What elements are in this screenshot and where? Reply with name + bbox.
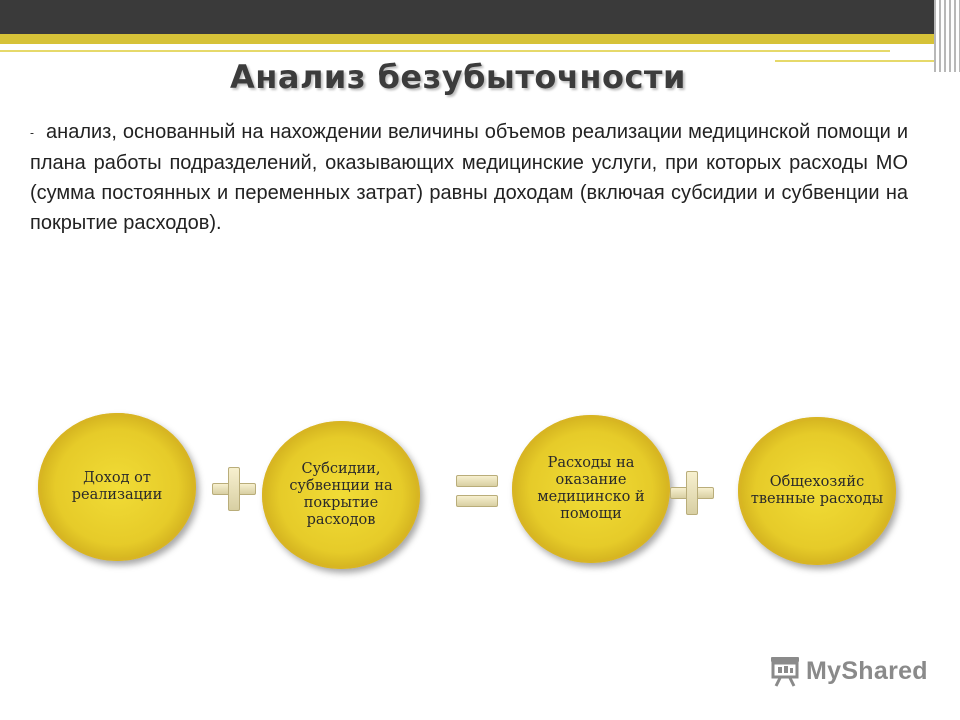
equals-operator	[456, 475, 500, 509]
slide-title: Анализ безубыточности	[230, 58, 686, 96]
watermark-logo	[768, 655, 928, 687]
node-label: Доход от реализации	[71, 470, 163, 503]
node-label: Субсидии, субвенции на покрытие расходов	[289, 461, 393, 528]
plus-operator	[670, 471, 714, 515]
projector-icon	[768, 655, 802, 687]
description-body: анализ, основанный на нахождении величины объемов реализации медицинской помощи и плана работы подразделений, оказывающих медицинские услуги, при которых расходы МО (сумма постоянных и переменных затрат) равны доходам (включая субсидии и субвенции на покрытие расходов).	[30, 121, 908, 234]
node-general-expenses	[738, 417, 896, 565]
decor-line	[0, 50, 890, 52]
decor-line	[775, 60, 960, 62]
node-subsidies	[262, 421, 420, 569]
plus-operator	[212, 467, 256, 511]
decor-stripes	[934, 0, 960, 72]
top-gold-bar	[0, 34, 960, 44]
top-dark-bar	[0, 0, 960, 34]
bullet-dash: -	[30, 125, 34, 140]
description-text	[30, 117, 908, 238]
watermark-text: MyShared	[806, 656, 928, 685]
node-medical-expenses	[512, 415, 670, 563]
formula-diagram	[0, 395, 960, 595]
node-label: Расходы на оказание медицинско й помощи	[537, 455, 645, 522]
node-label: Общехозяйс твенные расходы	[750, 474, 884, 507]
node-income	[38, 413, 196, 561]
